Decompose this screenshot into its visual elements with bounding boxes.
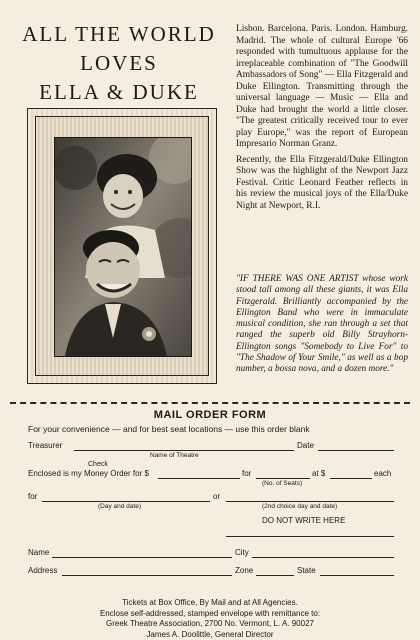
second-choice-field[interactable] (226, 501, 394, 502)
for-date-label: for (28, 492, 38, 501)
headline-line-2: LOVES (80, 51, 158, 75)
zone-label: Zone (235, 566, 254, 575)
headline-line-3: ELLA & DUKE (39, 80, 199, 104)
footer-line-1: Tickets at Box Office, By Mail and at All Agencies. (122, 598, 298, 607)
for-label: for (242, 469, 252, 478)
photo-frame (27, 108, 217, 384)
state-field[interactable] (320, 575, 394, 576)
address-field[interactable] (62, 575, 232, 576)
cut-line (10, 402, 410, 404)
footer-line-3: Greek Theatre Association, 2700 No. Vermont, L. A. 90027 (106, 619, 314, 628)
treasurer-label: Treasurer (28, 441, 63, 450)
city-label: City (235, 548, 249, 557)
article-body (236, 24, 408, 216)
name-of-theatre-caption: Name of Theatre (150, 452, 199, 459)
at-label: at $ (312, 469, 326, 478)
first-choice-field[interactable] (42, 501, 210, 502)
zone-field[interactable] (256, 575, 294, 576)
photo-frame-inner (35, 116, 209, 376)
enclosed-label: Enclosed is my Money Order for $ (28, 469, 149, 478)
city-field[interactable] (252, 557, 394, 558)
address-label: Address (28, 566, 58, 575)
headline (14, 20, 224, 107)
form-footer (0, 598, 420, 640)
no-of-seats-caption: (No. of Seats) (262, 480, 303, 487)
ella-duke-photo (54, 137, 192, 357)
form-title: MAIL ORDER FORM (153, 409, 267, 421)
form-intro: For your convenience — and for best seat locations — use this order blank (28, 424, 310, 434)
treasurer-field[interactable] (74, 450, 294, 451)
do-not-write-label: DO NOT WRITE HERE (262, 516, 346, 525)
state-label: State (297, 566, 316, 575)
second-choice-caption: (2nd choice day and date) (262, 503, 338, 510)
amount-field[interactable] (158, 478, 240, 479)
name-field[interactable] (52, 557, 232, 558)
name-label: Name (28, 548, 50, 557)
date-label: Date (297, 441, 314, 450)
footer-line-2: Enclose self-addressed, stamped envelope with remittance to: (99, 608, 321, 618)
review-quote: "IF THERE WAS ONE ARTIST whose work stood tall among all these giants, it was Ella Fitzgerald. Brilliantly accompanied by the Ellington Band who were in immaculate musical condition, she ran through a set that ranged the superb old Billy Strayhorn-Ellington songs "Somebody to Live For" to "The Shadow of Your Smile," as well as a bop number, a bossa nova, and a dozen more." (236, 274, 408, 375)
or-label: or (213, 492, 221, 501)
each-label: each (374, 469, 392, 478)
price-field[interactable] (330, 478, 372, 479)
paragraph-1: Lisbon. Barcelona. Paris. London. Hamburg. Madrid. The whole of cultural Europe '66 responded with tumultuous applause for the irreplaceable combination of "The Goodwill Ambassadors of Song" — Ella Fitzgerald and Duke Ellington. Transmitting through the universal language — Music — Ella and Duke had brought the world a little closer. "The greatest critically received tour to ever play Europe," was the report of European Impresario Norman Granz. (236, 24, 408, 149)
check-label: Check (88, 461, 108, 468)
office-use-line (226, 536, 394, 537)
photo-illustration (55, 138, 191, 356)
headline-line-1: ALL THE WORLD (22, 22, 216, 46)
footer-line-4: James A. Doolittle, General Director (146, 629, 274, 639)
paragraph-2: Recently, the Ella Fitzgerald/Duke Ellington Show was the highlight of the Newport Jazz Festival. Critic Leonard Feather reflects in his review the musical joys of the Ella/Duke Night at Newport, R.I. (236, 154, 408, 211)
day-and-date-caption: (Day and date) (98, 503, 141, 510)
seats-field[interactable] (256, 478, 310, 479)
date-field[interactable] (318, 450, 394, 451)
